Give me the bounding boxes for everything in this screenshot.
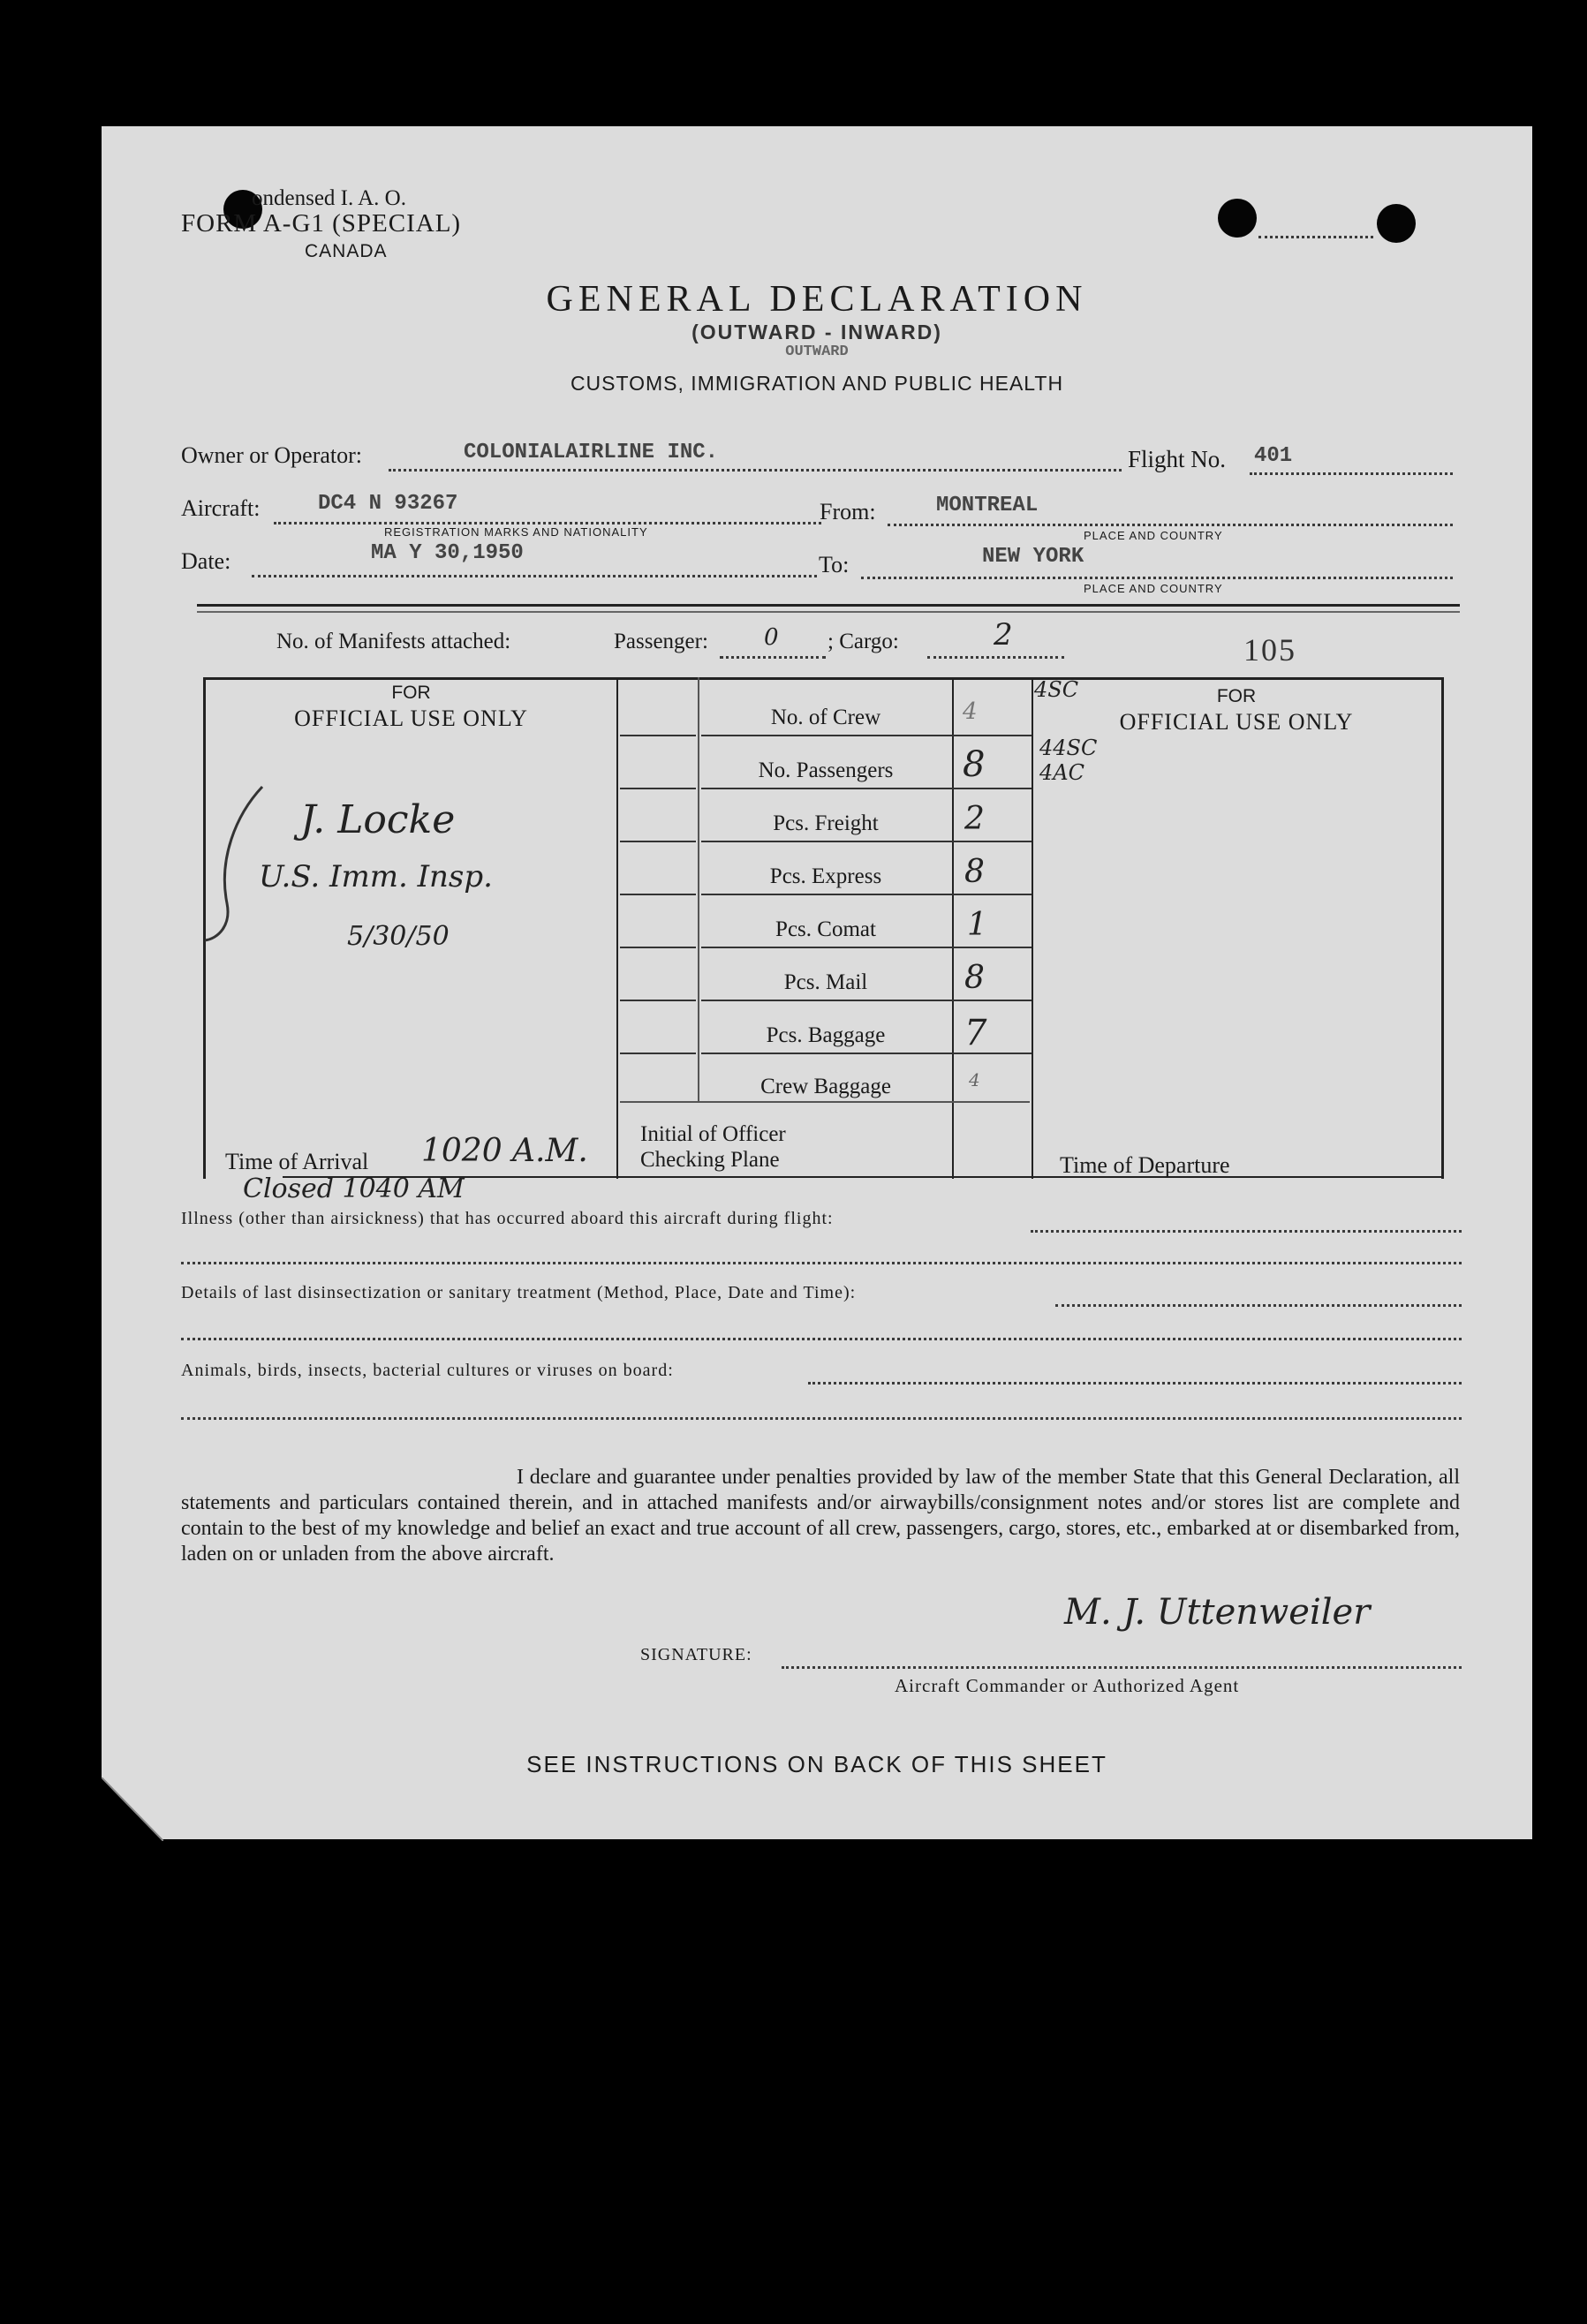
punch-hole-right-2: [1377, 204, 1416, 243]
aircraft-line: [274, 522, 821, 524]
table-inner-divider: [698, 677, 699, 1101]
cargo-line: [927, 656, 1064, 659]
flight-label: Flight No.: [1128, 446, 1227, 472]
row-label-freight: Pcs. Freight: [773, 811, 879, 835]
to-caption: PLACE AND COUNTRY: [1084, 582, 1223, 595]
table-divider-1: [616, 677, 618, 1179]
illness-line-2: [181, 1262, 1462, 1264]
passenger-label: Passenger:: [614, 630, 708, 653]
passenger-note-2: 4AC: [1039, 760, 1084, 785]
row-value-comat: 1: [967, 907, 987, 943]
left-heading-1: FOR: [391, 683, 431, 703]
passenger-value: 0: [764, 624, 779, 651]
row-label-crew-baggage: Crew Baggage: [760, 1075, 891, 1098]
closed-note: Closed 1040 AM: [243, 1173, 465, 1204]
row-value-passengers: 8: [963, 744, 986, 785]
date-label: Date:: [181, 548, 231, 574]
row-line-left: [620, 894, 696, 895]
declaration-text: I declare and guarantee under penalties provided by law of the member State that this General Declaration, all statements and particulars contained therein, and in attached manifests and/or airwaybills/consignment notes and/or stores list are complete and contain to the best of my knowledge and belief an exact and true account of all crew, passengers, cargo, stores, etc., embarked at or disembarked from, laden on or unladen from the above aircraft.: [181, 1466, 1460, 1566]
row-label-baggage: Pcs. Baggage: [766, 1023, 886, 1047]
row-line-left: [620, 788, 696, 789]
to-label: To:: [819, 552, 850, 577]
row-label-crew: No. of Crew: [770, 706, 881, 729]
row-line: [701, 788, 1032, 789]
date-line: [252, 575, 817, 577]
departure-label: Time of Departure: [1060, 1152, 1230, 1178]
aircraft-value: DC4 N 93267: [318, 492, 458, 516]
agencies-heading: CUSTOMS, IMMIGRATION AND PUBLIC HEALTH: [570, 372, 1064, 395]
row-value-baggage: 7: [964, 1013, 987, 1053]
row-value-crew-baggage: 4: [969, 1069, 980, 1090]
row-line: [701, 1000, 1032, 1001]
form-line-3: CANADA: [305, 241, 388, 261]
row-line: [701, 735, 1032, 736]
direction-subtitle: (OUTWARD - INWARD): [691, 321, 942, 343]
row-line-left: [620, 735, 696, 736]
initial-label-1: Initial of Officer: [640, 1122, 786, 1146]
animals-line: [808, 1382, 1462, 1385]
initial-label-2: Checking Plane: [640, 1148, 780, 1172]
form-line-2: FORM A-G1 (SPECIAL): [181, 209, 462, 238]
officer-box-top: [620, 1101, 1030, 1103]
illness-line: [1031, 1230, 1462, 1233]
form-line-1: ondensed I. A. O.: [252, 186, 406, 210]
table-top-border: [203, 677, 1444, 680]
row-line-left: [620, 947, 696, 948]
from-value: MONTREAL: [936, 494, 1039, 517]
row-line-left: [620, 841, 696, 842]
header-dotted-line: [1258, 236, 1373, 238]
to-value: NEW YORK: [982, 545, 1084, 569]
from-line: [888, 524, 1453, 526]
from-label: From:: [820, 499, 876, 524]
row-label-express: Pcs. Express: [769, 864, 882, 888]
flight-value: 401: [1254, 444, 1293, 468]
row-value-freight: 2: [964, 801, 985, 837]
animals-label: Animals, birds, insects, bacterial cultures or viruses on board:: [181, 1361, 674, 1380]
inspector-date: 5/30/50: [347, 921, 450, 952]
left-heading-2: OFFICIAL USE ONLY: [294, 706, 528, 731]
right-heading-2: OFFICIAL USE ONLY: [1119, 709, 1354, 735]
to-line: [861, 577, 1453, 579]
aircraft-label: Aircraft:: [181, 495, 261, 521]
passenger-line: [720, 656, 826, 659]
manifests-label: No. of Manifests attached:: [276, 630, 511, 653]
inspector-title: U.S. Imm. Insp.: [259, 859, 493, 894]
page-number: 105: [1243, 632, 1296, 668]
flight-line: [1250, 472, 1453, 475]
crew-note: 4SC: [1034, 677, 1079, 702]
punch-hole-right-1: [1218, 199, 1257, 238]
commander-signature: M. J. Uttenweiler: [1064, 1592, 1371, 1633]
illness-label: Illness (other than airsickness) that has occurred aboard this aircraft during flight:: [181, 1209, 834, 1228]
row-value-mail: 8: [964, 960, 985, 996]
separator-line-1: [197, 604, 1460, 607]
row-label-comat: Pcs. Comat: [775, 917, 876, 941]
cargo-label: ; Cargo:: [828, 630, 899, 653]
table-right-border: [1441, 677, 1444, 1179]
signer-caption: Aircraft Commander or Authorized Agent: [895, 1675, 1240, 1696]
inspector-signature: J. Locke: [300, 797, 456, 842]
passenger-note-1: 44SC: [1039, 736, 1098, 760]
table-divider-2: [952, 677, 954, 1179]
row-label-mail: Pcs. Mail: [783, 970, 868, 994]
page-title: GENERAL DECLARATION: [546, 279, 1088, 320]
row-line: [701, 947, 1032, 948]
row-line-left: [620, 1000, 696, 1001]
from-caption: PLACE AND COUNTRY: [1084, 529, 1223, 542]
aircraft-caption: REGISTRATION MARKS AND NATIONALITY: [384, 525, 648, 539]
date-value: MA Y 30,1950: [371, 541, 524, 565]
cargo-value: 2: [994, 617, 1013, 653]
signature-label: SIGNATURE:: [640, 1645, 752, 1664]
row-line-left: [620, 1053, 696, 1054]
arrival-value: 1020 A.M.: [421, 1133, 588, 1169]
arrival-label: Time of Arrival: [225, 1149, 369, 1174]
disinsect-label: Details of last disinsectization or sanitary treatment (Method, Place, Date and Time):: [181, 1283, 857, 1302]
row-value-express: 8: [964, 854, 985, 890]
row-label-passengers: No. Passengers: [758, 758, 894, 782]
declaration-form-sheet: [102, 126, 1532, 1839]
signature-line: [782, 1666, 1462, 1669]
row-line: [701, 841, 1032, 842]
disinsect-line-2: [181, 1338, 1462, 1340]
row-value-crew: 4: [963, 698, 978, 725]
animals-line-2: [181, 1417, 1462, 1420]
table-divider-3: [1032, 677, 1033, 1179]
owner-line: [389, 469, 1122, 472]
disinsect-line: [1055, 1304, 1462, 1307]
owner-value: COLONIALAIRLINE INC.: [464, 441, 719, 464]
separator-line-2: [197, 611, 1460, 613]
instructions-footer: SEE INSTRUCTIONS ON BACK OF THIS SHEET: [526, 1751, 1107, 1777]
folded-corner: [102, 1777, 163, 1841]
owner-label: Owner or Operator:: [181, 442, 363, 468]
right-heading-1: FOR: [1216, 686, 1257, 706]
row-line: [701, 894, 1032, 895]
direction-stamp: OUTWARD: [785, 343, 849, 360]
